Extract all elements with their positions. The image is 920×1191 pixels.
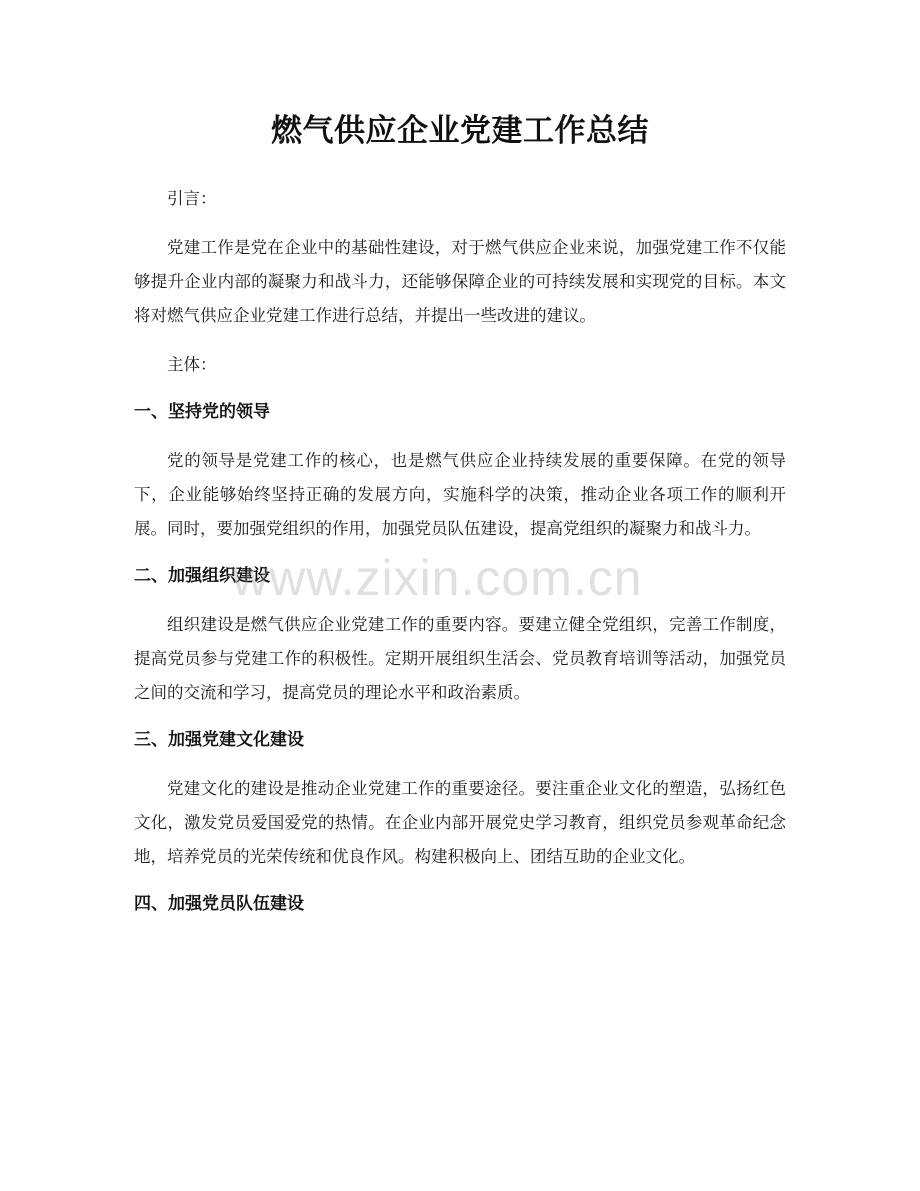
section-heading-3: 三、加强党建文化建设 bbox=[134, 730, 304, 750]
section-heading-4: 四、加强党员队伍建设 bbox=[134, 894, 304, 914]
document-title: 燃气供应企业党建工作总结 bbox=[271, 113, 649, 149]
section-paragraph-1: 党的领导是党建工作的核心，也是燃气供应企业持续发展的重要保障。在党的领导下，企业能够始终坚持正确的发展方向，实施科学的决策，推动企业各项工作的顺利开展。同时，要加强党组织的作用，加强党员队伍建设，提高党组织的凝聚力和战斗力。 bbox=[134, 451, 786, 538]
section-heading-1: 一、坚持党的领导 bbox=[134, 402, 270, 422]
main-label: 主体： bbox=[167, 355, 217, 374]
intro-label: 引言： bbox=[167, 189, 217, 208]
section-heading-2: 二、加强组织建设 bbox=[134, 566, 270, 586]
watermark: www.zixin.com.cn bbox=[232, 550, 643, 606]
intro-paragraph: 党建工作是党在企业中的基础性建设，对于燃气供应企业来说，加强党建工作不仅能够提升企业内部的凝聚力和战斗力，还能够保障企业的可持续发展和实现党的目标。本文将对燃气供应企业党建工作进行总结，并提出一些改进的建议。 bbox=[134, 238, 786, 325]
section-paragraph-2: 组织建设是燃气供应企业党建工作的重要内容。要建立健全党组织，完善工作制度，提高党员参与党建工作的积极性。定期开展组织生活会、党员教育培训等活动，加强党员之间的交流和学习，提高党员的理论水平和政治素质。 bbox=[134, 615, 786, 702]
section-paragraph-3: 党建文化的建设是推动企业党建工作的重要途径。要注重企业文化的塑造，弘扬红色文化，激发党员爱国爱党的热情。在企业内部开展党史学习教育，组织党员参观革命纪念地，培养党员的光荣传统和优良作风。构建积极向上、团结互助的企业文化。 bbox=[134, 779, 786, 866]
